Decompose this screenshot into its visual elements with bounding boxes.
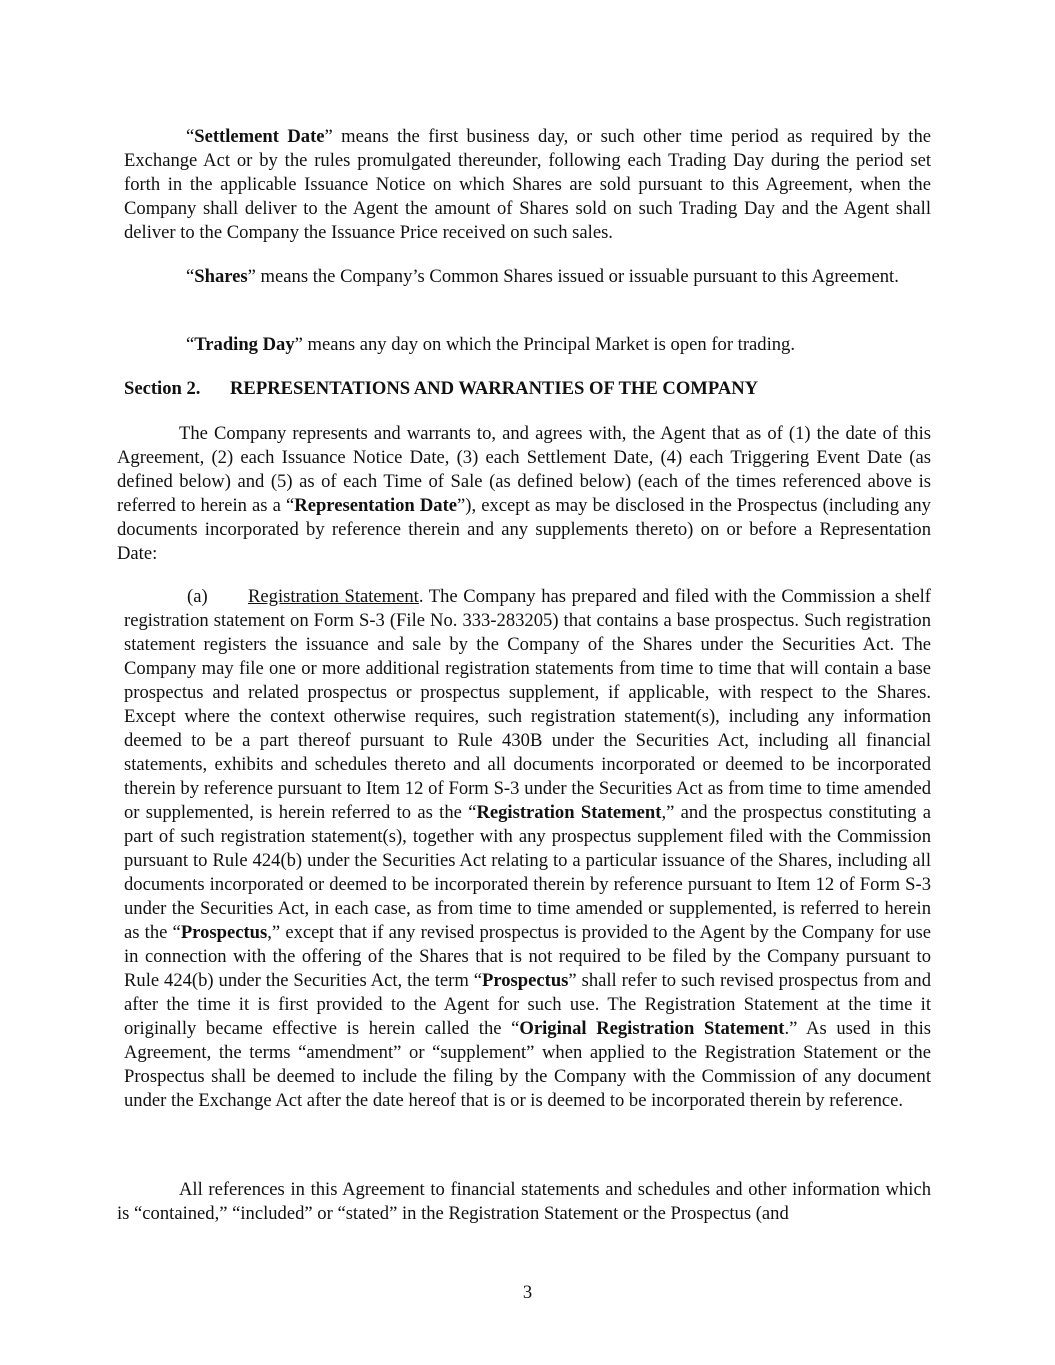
defined-term: Prospectus bbox=[481, 970, 569, 991]
item-heading: Registration Statement bbox=[248, 586, 419, 607]
open-quote: “ bbox=[186, 334, 195, 355]
section-number: Section 2. bbox=[124, 378, 201, 399]
open-quote: “ bbox=[186, 266, 195, 287]
closing-paragraph bbox=[117, 1178, 931, 1226]
defined-term: Trading Day bbox=[194, 334, 295, 355]
defined-term: Shares bbox=[194, 266, 248, 287]
defined-term: Settlement Date bbox=[194, 126, 325, 147]
item-text: .” As used in this Agreement, the terms “amendment” or “supplement” when applied to the Registration Statement or the Prospectus shall be deemed to include the filing by the Company with the Commission of any document under the Exchange Act after the date hereof that is or is deemed to be incorporated therein by reference. bbox=[124, 1018, 932, 1111]
item-text: . The Company has prepared and filed with the Commission a shelf registration statement on Form S-3 (File No. 333-283205) that contains a base prospectus. Such registration statement registers the issuance and sale by the Company of the Shares under the Securities Act. The Company may file one or more additional registration statements from time to time that will contain a base prospectus and related prospectus or prospectus supplement, if applicable, with respect to the Shares. Except where the context otherwise requires, such registration statement(s), including any information deemed to be a part thereof pursuant to Rule 430B under the Securities Act, including all financial statements, exhibits and schedules thereto and all documents incorporated or deemed to be incorporated therein by reference pursuant to Item 12 of Form S-3 under the Securities Act as from time to time amended or supplemented, is herein referred to as the “ bbox=[124, 586, 931, 823]
definition-text: ” means any day on which the Principal Market is open for trading. bbox=[294, 334, 795, 355]
defined-term: Registration Statement bbox=[476, 802, 662, 823]
item-text: ” shall refer to such revised prospectus from and after the time it is first provided to the Agent for such use. The Registration Statement at the time it originally became effective is herein called the “ bbox=[124, 970, 931, 1039]
defined-term: Representation Date bbox=[294, 495, 458, 516]
definition-trading-day bbox=[124, 333, 931, 357]
item-a-registration-statement bbox=[124, 585, 931, 1113]
definition-settlement-date bbox=[124, 125, 931, 245]
intro-text: ”), except as may be disclosed in the Prospectus (including any documents incorporated by reference therein and any supplements thereto) on or before a Representation Date: bbox=[117, 495, 931, 564]
definition-text: ” means the first business day, or such other time period as required by the Exchange Act or by the rules promulgated thereunder, following each Trading Day during the period set forth in the applicable Issuance Notice on which Shares are sold pursuant to this Agreement, when the Company shall deliver to the Agent the amount of Shares sold on such Trading Day and the Agent shall deliver to the Company the Issuance Price received on such sales. bbox=[124, 126, 931, 243]
section-title: REPRESENTATIONS AND WARRANTIES OF THE COMPANY bbox=[230, 378, 759, 399]
section-2-heading bbox=[124, 377, 931, 401]
section-2-intro-paragraph bbox=[117, 422, 931, 566]
defined-term: Original Registration Statement bbox=[519, 1018, 785, 1039]
intro-text: The Company represents and warrants to, and agrees with, the Agent that as of (1) the date of this Agreement, (2) each Issuance Notice Date, (3) each Settlement Date, (4) each Triggering Event Date (as defined below) and (5) as of each Time of Sale (as defined below) (each of the times referenced above is referred to herein as a “ bbox=[117, 423, 931, 516]
definition-text: ” means the Company’s Common Shares issued or issuable pursuant to this Agreement. bbox=[247, 266, 899, 287]
closing-text: All references in this Agreement to financial statements and schedules and other information which is “contained,” “included” or “stated” in the Registration Statement or the Prospectus (and bbox=[117, 1179, 931, 1224]
defined-term: Prospectus bbox=[180, 922, 268, 943]
item-text: ,” except that if any revised prospectus is provided to the Agent by the Company for use in connection with the offering of the Shares that is not required to be filed by the Company pursuant to Rule 424(b) under the Securities Act, the term “ bbox=[124, 922, 931, 991]
item-label: (a) bbox=[187, 586, 208, 607]
item-text: ,” and the prospectus constituting a part of such registration statement(s), together with any prospectus supplement filed with the Commission pursuant to Rule 424(b) under the Securities Act relating to a particular issuance of the Shares, including all documents incorporated or deemed to be incorporated therein by reference pursuant to Item 12 of Form S-3 under the Securities Act, in each case, as from time to time amended or supplemented, is referred to herein as the “ bbox=[124, 802, 931, 943]
page-number: 3 bbox=[522, 1282, 533, 1303]
definition-shares bbox=[124, 265, 931, 289]
open-quote: “ bbox=[186, 126, 195, 147]
